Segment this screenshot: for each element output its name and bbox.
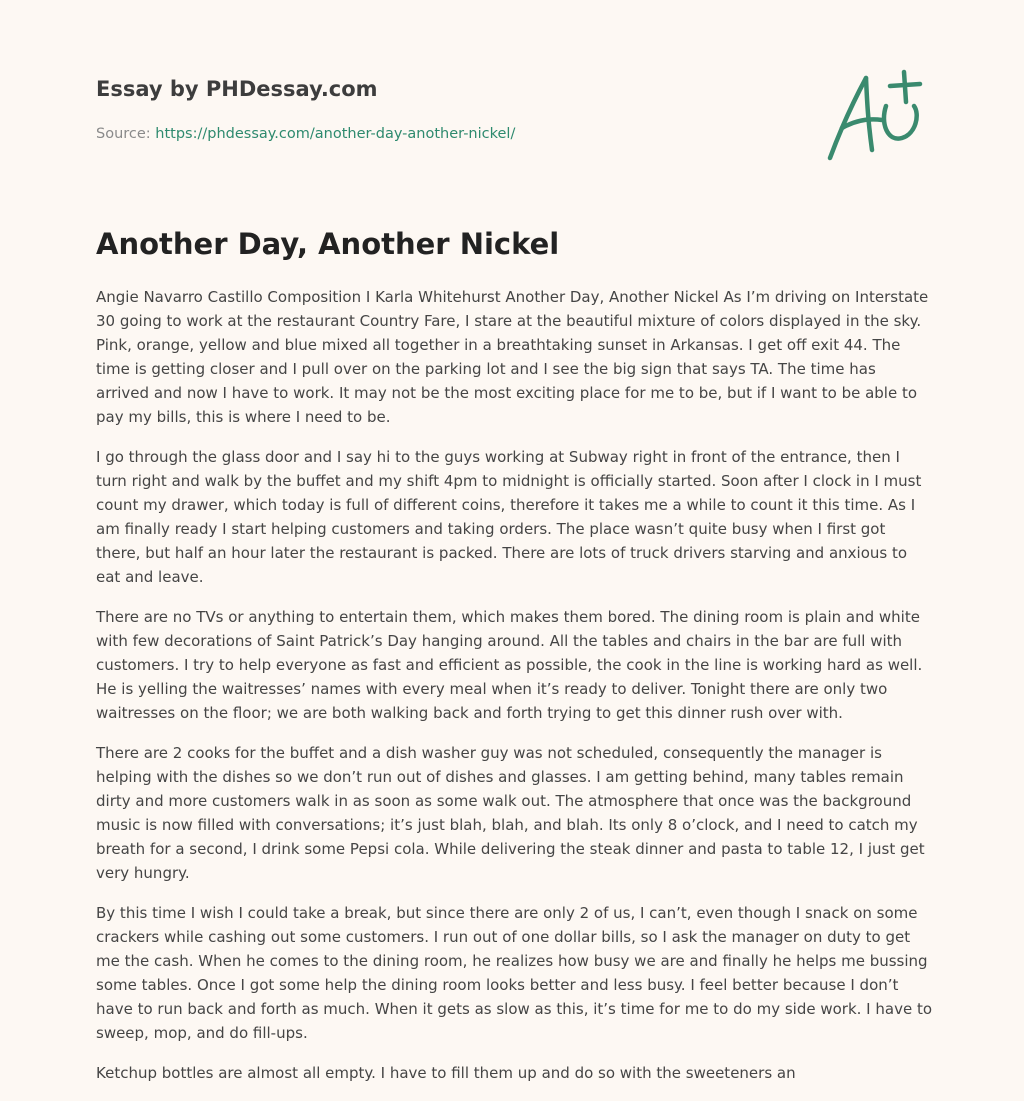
source-link[interactable]: https://phdessay.com/another-day-another-nickel/: [155, 126, 516, 142]
essay-body: [96, 285, 932, 1101]
source-line: [96, 124, 796, 144]
essay-paragraph: There are 2 cooks for the buffet and a dish washer guy was not scheduled, consequently the manager is helping with the dishes so we don’t run out of dishes and glasses. I am getting behind, many tables remain dirty and more customers walk in as soon as some walk out. The atmosphere that once was the background music is now filled with conversations; it’s just blah, blah, and blah. Its only 8 o’clock, and I need to catch my breath for a second, I drink some Pepsi cola. While delivering the steak dinner and pasta to table 12, I just get very hungry.: [96, 744, 925, 882]
brand-title: Essay by PHDessay.com: [96, 77, 378, 101]
essay-paragraph: Angie Navarro Castillo Composition I Karla Whitehurst Another Day, Another Nickel As I’m driving on Interstate 30 going to work at the restaurant Country Fare, I stare at the beautiful mixture of colors displayed in the sky. Pink, orange, yellow and blue mixed all together in a breathtaking sunset in Arkansas. I get off exit 44. The time is getting closer and I pull over on the parking lot and I see the big sign that says TA. The time has arrived and now I have to work. It may not be the most exciting place for me to be, but if I want to be able to pay my bills, this is where I need to be.: [96, 288, 929, 426]
essay-paragraph: By this time I wish I could take a break, but since there are only 2 of us, I can’t, even though I snack on some crackers while cashing out some customers. I run out of one dollar bills, so I ask the manager on duty to get me the cash. When he comes to the dining room, he realizes how busy we are and finally he helps me bussing some tables. Once I got some help the dining room looks better and less busy. I feel better because I don’t have to run back and forth as much. When it gets as slow as this, it’s time for me to do my side work. I have to sweep, mop, and do fill-ups.: [96, 904, 933, 1042]
source-label: Source:: [96, 126, 156, 142]
a-plus-grade-icon: [820, 66, 930, 166]
page-header: [96, 74, 796, 144]
essay-paragraph: I go through the glass door and I say hi to the guys working at Subway right in front of the entrance, then I turn right and walk by the buffet and my shift 4pm to midnight is officially started. Soon after I clock in I must count my drawer, which today is full of different coins, therefore it takes me a while to count it this time. As I am finally ready I start helping customers and taking orders. The place wasn’t quite busy when I first got there, but half an hour later the restaurant is packed. There are lots of truck drivers starving and anxious to eat and leave.: [96, 448, 922, 586]
essay-title: Another Day, Another Nickel: [96, 227, 560, 261]
essay-paragraph: There are no TVs or anything to entertain them, which makes them bored. The dining room is plain and white with few decorations of Saint Patrick’s Day hanging around. All the tables and chairs in the bar are full with customers. I try to help everyone as fast and efficient as possible, the cook in the line is working hard as well. He is yelling the waitresses’ names with every meal when it’s ready to deliver. Tonight there are only two waitresses on the floor; we are both walking back and forth trying to get this dinner rush over with.: [96, 608, 923, 722]
essay-paragraph: Ketchup bottles are almost all empty. I have to fill them up and do so with the sweeteners an: [96, 1064, 796, 1082]
